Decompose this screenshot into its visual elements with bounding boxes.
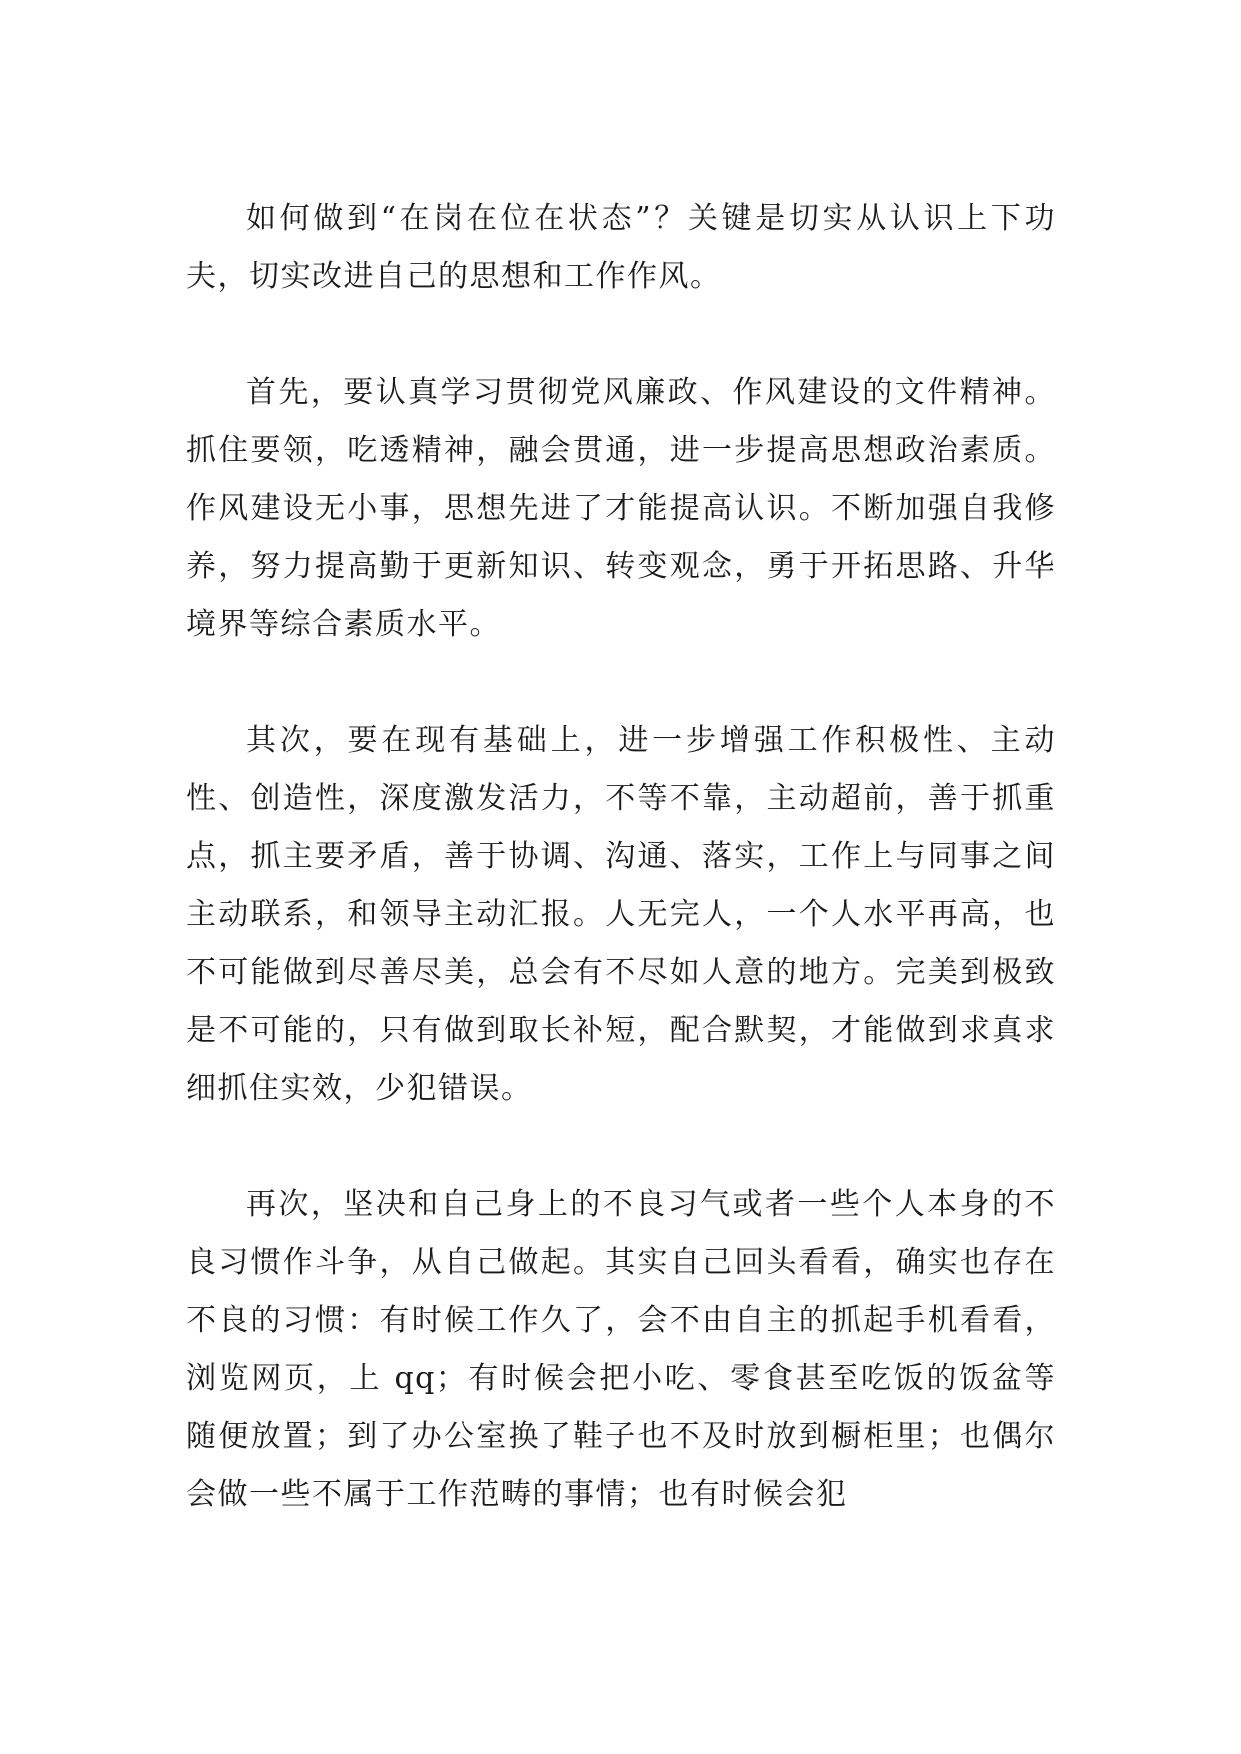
paragraph-first: 首先，要认真学习贯彻党风廉政、作风建设的文件精神。抓住要领，吃透精神，融会贯通，进一步提高思想政治素质。作风建设无小事，思想先进了才能提高认识。不断加强自我修养，努力提高勤于更新知识、转变观念，勇于开拓思路、升华境界等综合素质水平。 — [186, 375, 1056, 642]
document-body — [186, 190, 1056, 1582]
paragraph-third: 再次，坚决和自己身上的不良习气或者一些个人本身的不良习惯作斗争，从自己做起。其实自己回头看看，确实也存在不良的习惯：有时候工作久了，会不由自主的抓起手机看看，浏览网页，上 qq；有时候会把小吃、零食甚至吃饭的饭盆等随便放置；到了办公室换了鞋子也不及时放到橱柜里；也偶尔会做一些不属于工作范畴的事情；也有时候会犯 — [186, 1187, 1056, 1512]
paragraph-second: 其次，要在现有基础上，进一步增强工作积极性、主动性、创造性，深度激发活力，不等不靠，主动超前，善于抓重点，抓主要矛盾，善于协调、沟通、落实，工作上与同事之间主动联系，和领导主动汇报。人无完人，一个人水平再高，也不可能做到尽善尽美，总会有不尽如人意的地方。完美到极致是不可能的，只有做到取长补短，配合默契，才能做到求真求细抓住实效，少犯错误。 — [186, 723, 1056, 1106]
paragraph-intro: 如何做到“在岗在位在状态”？关键是切实从认识上下功夫，切实改进自己的思想和工作作风。 — [186, 201, 1056, 294]
